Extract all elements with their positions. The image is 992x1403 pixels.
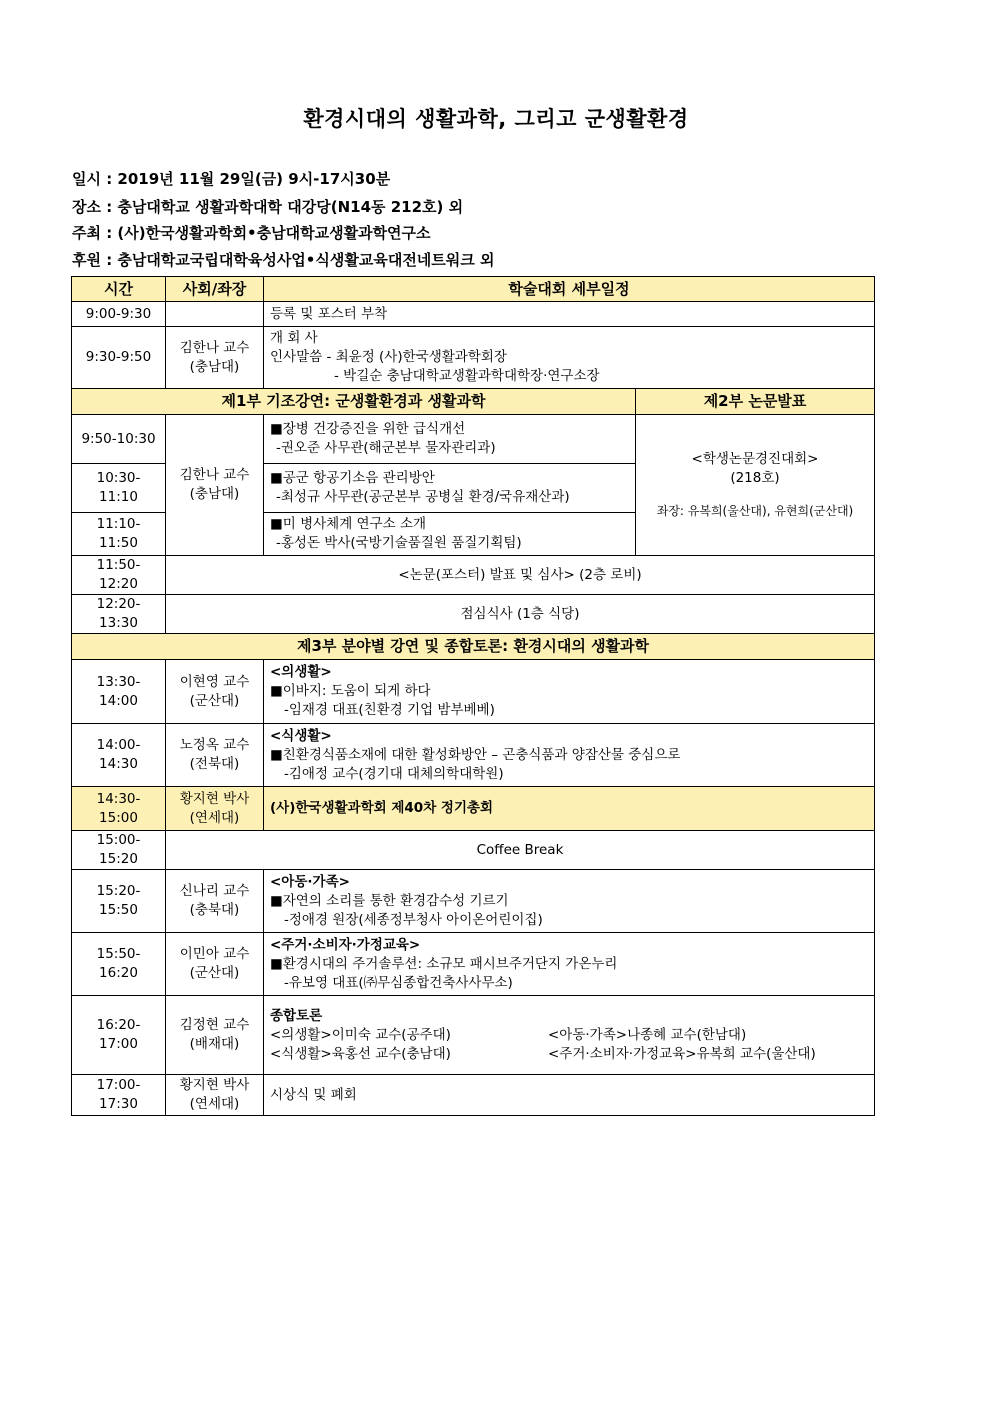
header-chair: 사회/좌장	[166, 277, 264, 302]
table-row	[72, 787, 875, 831]
talk-category: <식생활>	[270, 727, 332, 744]
table-row	[72, 556, 875, 595]
chair-affiliation: (연세대)	[189, 1096, 240, 1112]
talk-speaker: -홍성돈 박사(국방기술품질원 품질기획팀)	[276, 535, 522, 551]
section-header-row	[72, 389, 875, 415]
panelist: <의생활>이미숙 교수(공주대)	[270, 1026, 451, 1043]
chair-name: 김정현 교수	[179, 1017, 250, 1033]
row-time: 9:50-10:30	[72, 415, 166, 464]
row-program	[264, 660, 875, 724]
row-time: 9:30-9:50	[72, 327, 166, 389]
talk-speaker: -임재경 대표(친환경 기업 밤부베베)	[284, 702, 495, 718]
row-time: 13:30-14:00	[72, 660, 166, 724]
row-chair	[166, 327, 264, 389]
row-program	[264, 996, 875, 1075]
talk-speaker: -최성규 사무관(공군본부 공병실 환경/국유재산과)	[276, 489, 570, 505]
header-time: 시간	[72, 277, 166, 302]
row-program: <논문(포스터) 발표 및 심사> (2층 로비)	[166, 556, 875, 595]
event-sponsor: 후원 : 충남대학교국립대학육성사업•식생활교육대전네트워크 외	[72, 251, 495, 269]
table-row	[72, 996, 875, 1075]
chair-name: 김한나 교수	[179, 467, 250, 483]
part3-header: 제3부 분야별 강연 및 종합토론: 환경시대의 생활과학	[72, 634, 875, 660]
row-time: 15:20-15:50	[72, 870, 166, 933]
greeting-1: 인사말씀 - 최윤정 (사)한국생활과학회장	[270, 349, 507, 365]
row-time: 15:50-16:20	[72, 933, 166, 996]
discussion-title: 종합토론	[270, 1007, 323, 1024]
chair-affiliation: (배재대)	[189, 1036, 240, 1052]
chair-name: 신나리 교수	[179, 883, 250, 899]
discussion-panel-row	[270, 1045, 868, 1064]
row-time: 15:00-15:20	[72, 831, 166, 870]
row-time: 14:00-14:30	[72, 724, 166, 787]
talk-title: ■이바지: 도움이 되게 하다	[270, 683, 431, 699]
panelist: <아동·가족>나종혜 교수(한남대)	[548, 1026, 747, 1043]
row-time: 14:30-15:00	[72, 787, 166, 831]
table-row	[72, 415, 875, 464]
part1-header: 제1부 기조강연: 군생활환경과 생활과학	[72, 389, 636, 415]
talk-speaker: -정애경 원장(세종정부청사 아이온어린이집)	[284, 911, 543, 928]
row-time: 17:00-17:30	[72, 1075, 166, 1116]
row-time: 12:20-13:30	[72, 595, 166, 634]
talk-category: <의생활>	[270, 664, 332, 680]
chair-name: 황지현 박사	[179, 790, 250, 807]
chair-affiliation: (군산대)	[189, 692, 240, 709]
talk-title: ■친환경식품소재에 대한 활성화방안 – 곤충식품과 양잠산물 중심으로	[270, 746, 681, 763]
chair-name: 노정옥 교수	[179, 737, 250, 753]
row-time: 11:10-11:50	[72, 513, 166, 556]
row-program	[264, 933, 875, 996]
header-program: 학술대회 세부일정	[264, 277, 875, 302]
talk-speaker: -권오준 사무관(해군본부 물자관리과)	[276, 440, 496, 456]
row-program	[264, 464, 636, 513]
row-program: 등록 및 포스터 부착	[264, 302, 875, 327]
chair-name: 김한나 교수	[179, 339, 250, 356]
talk-title: ■공군 항공기소음 관리방안	[270, 470, 435, 486]
row-chair	[166, 660, 264, 724]
page-title: 환경시대의 생활과학, 그리고 군생활환경	[303, 107, 689, 131]
talk-title: ■자연의 소리를 통한 환경감수성 기르기	[270, 892, 509, 909]
chair-affiliation: (충북대)	[189, 902, 240, 918]
talk-speaker: -김애정 교수(경기대 대체의학대학원)	[284, 765, 504, 782]
panelist: <식생활>육홍선 교수(충남대)	[270, 1045, 451, 1062]
part2-header: 제2부 논문발표	[636, 389, 875, 415]
discussion-panel-row	[270, 1026, 868, 1045]
row-chair	[166, 933, 264, 996]
general-meeting: (사)한국생활과학회 제40차 정기총회	[264, 787, 875, 831]
student-contest-chair: 좌장: 유복희(울산대), 유현희(군산대)	[656, 503, 854, 518]
row-time: 16:20-17:00	[72, 996, 166, 1075]
row-program	[264, 327, 875, 389]
table-row	[72, 660, 875, 724]
table-row	[72, 327, 875, 389]
table-row	[72, 595, 875, 634]
row-program	[264, 724, 875, 787]
table-row	[72, 302, 875, 327]
talk-title: ■미 병사체계 연구소 소개	[270, 516, 427, 532]
row-program	[264, 870, 875, 933]
row-chair	[166, 724, 264, 787]
table-row	[72, 933, 875, 996]
row-chair	[166, 870, 264, 933]
table-row	[72, 724, 875, 787]
table-row	[72, 870, 875, 933]
row-program: 점심식사 (1층 식당)	[166, 595, 875, 634]
talk-speaker: -유보영 대표(㈜무심종합건축사사무소)	[284, 974, 513, 991]
chair-name: 이민아 교수	[179, 946, 250, 962]
section-header-row	[72, 634, 875, 660]
chair-name: 황지현 박사	[179, 1077, 250, 1093]
talk-category: <아동·가족>	[270, 873, 350, 890]
talk-category: <주거·소비자·가정교육>	[270, 936, 421, 953]
opening-address: 개 회 사	[270, 330, 318, 346]
row-time: 9:00-9:30	[72, 302, 166, 327]
row-chair	[166, 302, 264, 327]
student-contest-room: (218호)	[730, 469, 780, 486]
keynote-chair	[166, 415, 264, 556]
row-program	[264, 513, 636, 556]
greeting-2: - 박길순 충남대학교생활과학대학장·연구소장	[334, 368, 600, 384]
schedule-table	[71, 276, 875, 1116]
chair-affiliation: (충남대)	[189, 358, 240, 375]
closing-ceremony: 시상식 및 폐회	[264, 1075, 875, 1116]
chair-affiliation: (충남대)	[189, 486, 240, 502]
row-chair	[166, 787, 264, 831]
coffee-break: Coffee Break	[166, 831, 875, 870]
row-program	[264, 415, 636, 464]
row-chair	[166, 996, 264, 1075]
chair-name: 이현영 교수	[179, 673, 250, 690]
chair-affiliation: (군산대)	[189, 965, 240, 981]
row-chair	[166, 1075, 264, 1116]
event-date: 일시 : 2019년 11월 29일(금) 9시-17시30분	[72, 170, 391, 188]
table-header-row	[72, 277, 875, 302]
table-row	[72, 1075, 875, 1116]
table-row	[72, 831, 875, 870]
event-host: 주최 : (사)한국생활과학회•충남대학교생활과학연구소	[72, 224, 431, 242]
event-place: 장소 : 충남대학교 생활과학대학 대강당(N14동 212호) 외	[72, 198, 464, 216]
part2-cell	[636, 415, 875, 556]
row-time: 11:50-12:20	[72, 556, 166, 595]
talk-title: ■환경시대의 주거솔루션: 소규모 패시브주거단지 가온누리	[270, 955, 618, 972]
row-time: 10:30-11:10	[72, 464, 166, 513]
student-contest-title: <학생논문경진대회>	[691, 450, 819, 467]
panelist: <주거·소비자·가정교육>유복희 교수(울산대)	[548, 1045, 816, 1062]
chair-affiliation: (전북대)	[189, 756, 240, 772]
talk-title: ■장병 건강증진을 위한 급식개선	[270, 421, 466, 437]
chair-affiliation: (연세대)	[189, 809, 240, 826]
